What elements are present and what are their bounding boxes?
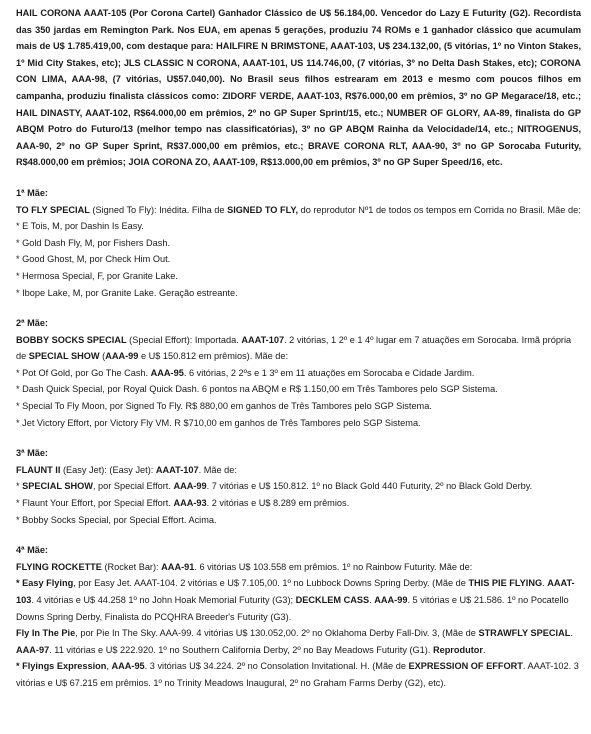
bold-run: THIS PIE FLYING: [468, 578, 543, 589]
text-run: . 4 vitórias e U$ 44.258 1º no John Hoak Memorial Futurity (G3);: [31, 595, 296, 605]
bold-run: SPECIAL SHOW: [28, 351, 100, 362]
text-run: * Ibope Lake, M, por Granite Lake. Geração estreante.: [16, 287, 238, 298]
text-run: e U$ 150.812 em prêmios). Mãe de:: [138, 351, 289, 362]
bold-run: DECKLEM CASS: [295, 595, 370, 605]
text-run: (: [99, 351, 106, 362]
text-run: * E Tois, M, por Dashin Is Easy.: [16, 221, 144, 232]
bold-run: SIGNED TO FLY,: [227, 204, 299, 215]
bold-run: AAAT-107: [155, 464, 199, 475]
bold-run: AAAT-107: [241, 334, 285, 345]
text-run: . Mãe de:: [198, 464, 237, 475]
text-run: * Dash Quick Special, por Royal Quick Dash. 6 pontos na ABQM e R$ 1.150,00 em Três Tambores pelo SGP Sistema.: [16, 384, 498, 395]
text-run: . 6 vitórias U$ 103.558 em prêmios. 1º no Rainbow Futurity. Mãe de:: [194, 561, 473, 572]
offspring-entry: [16, 218, 581, 235]
text-run: . 2 vitórias, 1 2º e 1 4º lugar em 7 atuações em Sorocaba. Irmã própria de: [16, 334, 572, 362]
bold-run: * Easy Flying: [16, 578, 74, 589]
bold-run: AAA-93: [173, 498, 207, 509]
text-run: * Pot Of Gold, por Go The Cash.: [16, 367, 151, 378]
text-run: * Gold Dash Fly, M, por Fishers Dash.: [16, 237, 171, 248]
section-heading: 4ª Mãe:: [16, 545, 48, 556]
bold-run: AAA-97: [16, 644, 50, 655]
offspring-entry: [16, 495, 581, 512]
offspring-entry: [16, 235, 581, 252]
dam-description: [16, 559, 581, 576]
text-run: .: [369, 595, 375, 605]
bold-run: EXPRESSION OF EFFORT: [408, 661, 523, 672]
section-heading: 1ª Mãe:: [16, 187, 48, 198]
text-run: , por Special Effort.: [92, 481, 174, 492]
text-run: (Signed To Fly): Inédita. Filha de: [89, 204, 228, 215]
text-run: . 7 vitórias e U$ 150.812. 1º no Black Gold 440 Futurity, 2º no Black Gold Derby.: [206, 481, 533, 492]
text-run: (Easy Jet): (Easy Jet):: [60, 464, 156, 475]
text-run: , por Pie In The Sky. AAA-99. 4 vitórias U$ 130.052,00. 2º no Oklahoma Derby Fall-Div. 3, (Mãe de: [75, 628, 479, 639]
offspring-entry: [16, 658, 581, 691]
offspring-entry: [16, 625, 581, 658]
text-run: ,: [106, 661, 112, 672]
text-run: * Bobby Socks Special, por Special Effort. Acima.: [16, 514, 217, 525]
bold-run: FLAUNT II: [16, 464, 61, 475]
bold-run: Fly In The Pie: [16, 628, 76, 639]
bold-run: AAA-99: [105, 351, 139, 362]
bold-run: SPECIAL SHOW: [22, 481, 93, 492]
text-run: .: [542, 578, 548, 589]
bold-run: AAAT-103: [16, 578, 575, 605]
text-run: * Flaunt Your Effort, por Special Effort.: [16, 498, 174, 509]
bold-run: AAA-95: [150, 367, 184, 378]
bold-run: AAA-91: [161, 561, 195, 572]
bold-run: FLYING ROCKETTE: [16, 561, 102, 572]
offspring-entry: [16, 575, 581, 625]
bold-run: Reprodutor: [432, 644, 483, 655]
dam-description: [16, 202, 581, 219]
text-run: * Good Ghost, M, por Check Him Out.: [16, 254, 171, 265]
bold-run: * Flyings Expression: [16, 661, 107, 672]
text-run: . 11 vitórias e U$ 222.920. 1º no Southern California Derby, 2º no Bay Meadows Futurity (G1).: [49, 644, 433, 655]
section-heading: 3ª Mãe:: [16, 448, 48, 459]
text-run: . AAAT-102. 3 vitórias e U$ 67.215 em prêmios. 1º no Trinity Meadows Inaugural, 2º no Graham Farms Derby (G2), etc).: [16, 661, 579, 688]
text-run: (Special Effort): Importada.: [126, 334, 242, 345]
sire-paragraph: HAIL CORONA AAAT-105 (Por Corona Cartel) Ganhador Clássico de U$ 56.184,00. Vencedor do Lazy E Futurity (G2). Recordista das 350 jardas em Remington Park. Nos EUA, em apenas 5 gerações, produziu 74 ROMs e 1 ganhador clássico que acumulam mais de U$ 1.785.419,00, com destaque para: HAILFIRE N BRIMSTONE, AAAT-103, U$ 234.132,00, (5 vitórias, 1º no Vinton Stakes, 1º Mid City Stakes, etc); JLS CLASSIC N CORONA, AAAT-101, US 114.746,00, (7 vitórias, 3º no Delta Dash Stakes, etc); CORONA CON LIMA, AAA-98, (7 vitórias, U$57.040,00). No Brasil seus filhos estrearam em 2013 e mesmo com poucos filhos em campanha, produziu finalista clássicos como: ZIDORF VERDE, AAAT-103, R$76.000,00 em prêmios, 3º no GP Megarace/18, etc.; HAIL DINASTY, AAAT-102, R$64.000,00 em prêmios, 2º no GP Super Sprint/15, etc.; NUMBER OF GLORY, AA-89, finalista do GP ABQM Potro do Futuro/13 (melhor tempo nas classificatórias), 3º no GP ABQM Rainha da Velocidade/14, etc.; NITROGENUS, AAA-90, 2º no GP Super Sprint, R$37.000,00 em prêmios, etc.; BRAVE CORONA RLT, AAA-90, 3º no GP Sorocaba Futurity, R$48.000,00 em prêmios; JOIA CORONA ZO, AAAT-109, R$13.000,00 em prêmios, 3º no GP Super Speed/16, etc.: [16, 8, 581, 168]
dam-description: [16, 332, 581, 365]
offspring-entry: [16, 268, 581, 285]
text-run: . 2 vitórias e U$ 8.289 em prêmios.: [206, 498, 350, 509]
text-run: . 3 vitórias U$ 34.224. 2º no Consolation Invitational. H. (Mãe de: [144, 661, 409, 672]
offspring-entry: [16, 512, 581, 529]
offspring-entry: [16, 251, 581, 268]
dam-description: [16, 462, 581, 479]
dam-section-4: [16, 542, 581, 691]
bold-run: STRAWFLY SPECIAL: [478, 628, 571, 639]
offspring-entry: [16, 381, 581, 398]
offspring-entry: [16, 398, 581, 415]
text-run: do reprodutor Nº1 de todos os tempos em Corrida no Brasil. Mãe de:: [298, 204, 581, 215]
dam-section-1: [16, 185, 581, 301]
bold-run: BOBBY SOCKS SPECIAL: [16, 334, 127, 345]
dam-section-2: [16, 315, 581, 431]
text-run: *: [16, 481, 23, 492]
bold-run: AAA-99: [374, 595, 408, 605]
text-run: * Special To Fly Moon, por Signed To Fly. R$ 880,00 em ganhos de Três Tambores pelo SGP Sistema.: [16, 401, 432, 412]
offspring-entry: [16, 365, 581, 382]
text-run: , por Easy Jet. AAAT-104. 2 vitórias e U$ 7.105,00. 1º no Lubbock Downs Spring Derby. (Mãe de: [73, 578, 469, 589]
text-run: * Jet Victory Effort, por Victory Fly VM. R $710,00 em ganhos de Três Tambores pelo SGP Sistema.: [16, 417, 421, 428]
bold-run: AAA-95: [111, 661, 145, 672]
offspring-entry: [16, 285, 581, 302]
text-run: .: [482, 644, 486, 655]
text-run: (Rocket Bar):: [101, 561, 162, 572]
offspring-entry: [16, 478, 581, 495]
section-heading: 2ª Mãe:: [16, 318, 48, 329]
bold-run: TO FLY SPECIAL: [16, 204, 90, 215]
offspring-entry: [16, 415, 581, 432]
bold-run: AAA-99: [173, 481, 207, 492]
text-run: . 6 vitórias, 2 2ºs e 1 3º em 11 atuações em Sorocaba e Cidade Jardim.: [183, 367, 475, 378]
sire-description: [16, 5, 581, 171]
dam-sections: [16, 185, 581, 692]
text-run: .: [570, 628, 573, 639]
text-run: . 5 vitórias e U$ 21.586. 1º no Pocatello Downs Spring Derby, Finalista do PCQHRA Breeder's Futurity (G3).: [16, 595, 569, 622]
dam-section-3: [16, 445, 581, 528]
text-run: * Hermosa Special, F, por Granite Lake.: [16, 270, 178, 281]
